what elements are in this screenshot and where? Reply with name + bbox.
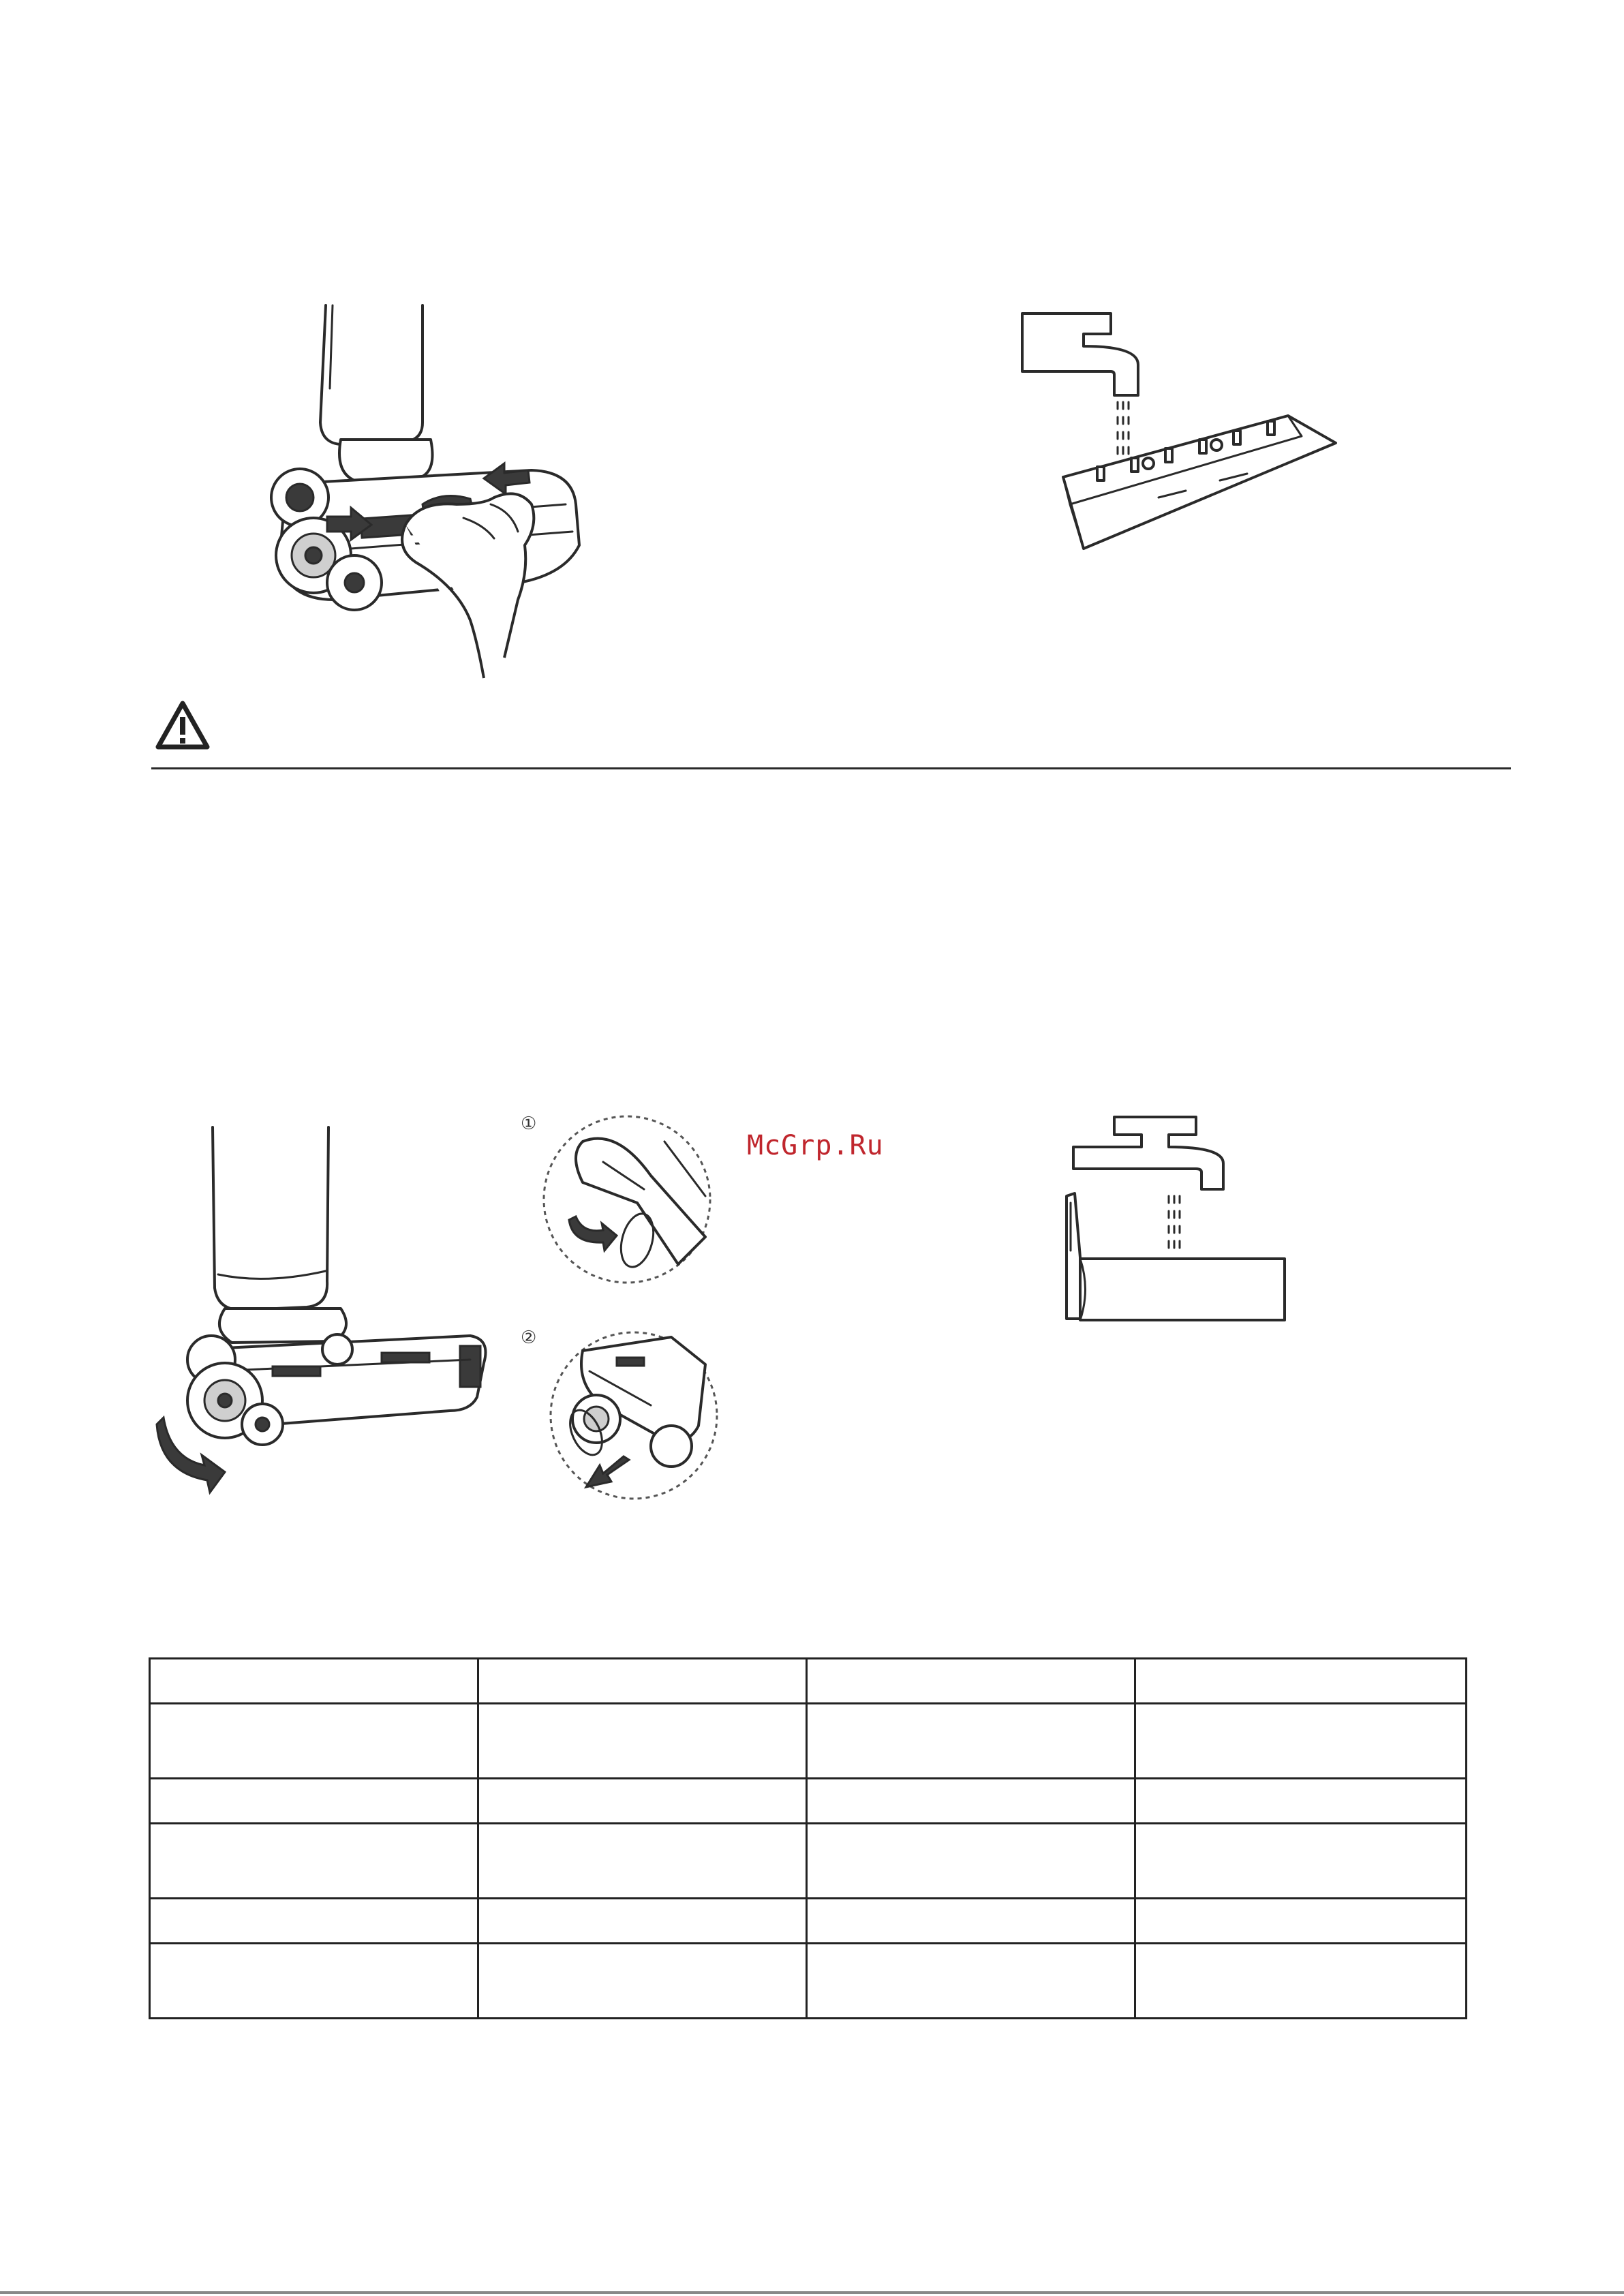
- table-cell: [1135, 1704, 1467, 1779]
- table-cell: [150, 1779, 478, 1824]
- table-row: [150, 1824, 1467, 1899]
- table-cell: [150, 1704, 478, 1779]
- table-cell: [478, 1944, 807, 2019]
- detail-circle-1: [542, 1114, 712, 1285]
- table-cell: [807, 1659, 1135, 1704]
- section-divider: [151, 767, 1511, 769]
- spec-table: [149, 1657, 1467, 2019]
- table-cell: [807, 1704, 1135, 1779]
- table-cell: [478, 1659, 807, 1704]
- table-cell: [478, 1779, 807, 1824]
- page-bottom-edge: [0, 2291, 1624, 2294]
- warning-triangle-icon: [154, 699, 211, 751]
- illustration-rinse-roller: [1060, 1114, 1291, 1326]
- table-row: [150, 1704, 1467, 1779]
- table-cell: [150, 1944, 478, 2019]
- illustration-remove-cover: [259, 300, 613, 682]
- table-cell: [807, 1779, 1135, 1824]
- step-number-2: ②: [521, 1328, 537, 1348]
- detail-circle-2: [549, 1330, 719, 1501]
- table-row: [150, 1944, 1467, 2019]
- table-cell: [807, 1944, 1135, 2019]
- illustration-rinse-scraper: [1015, 300, 1356, 559]
- table-cell: [478, 1704, 807, 1779]
- table-row: [150, 1779, 1467, 1824]
- table-cell: [150, 1899, 478, 1944]
- table-cell: [478, 1824, 807, 1899]
- table-cell: [1135, 1779, 1467, 1824]
- table-cell: [807, 1824, 1135, 1899]
- table-cell: [807, 1899, 1135, 1944]
- table-cell: [150, 1659, 478, 1704]
- table-row: [150, 1899, 1467, 1944]
- table-row: [150, 1659, 1467, 1704]
- table-cell: [1135, 1659, 1467, 1704]
- table-cell: [1135, 1899, 1467, 1944]
- faucet-icon: [1022, 313, 1138, 395]
- table-cell: [150, 1824, 478, 1899]
- table-cell: [478, 1899, 807, 1944]
- illustration-roller-release: [157, 1124, 511, 1506]
- table-cell: [1135, 1824, 1467, 1899]
- watermark: McGrp.Ru: [747, 1130, 884, 1161]
- step-number-1: ①: [521, 1114, 537, 1134]
- table-cell: [1135, 1944, 1467, 2019]
- faucet-icon: [1073, 1117, 1223, 1189]
